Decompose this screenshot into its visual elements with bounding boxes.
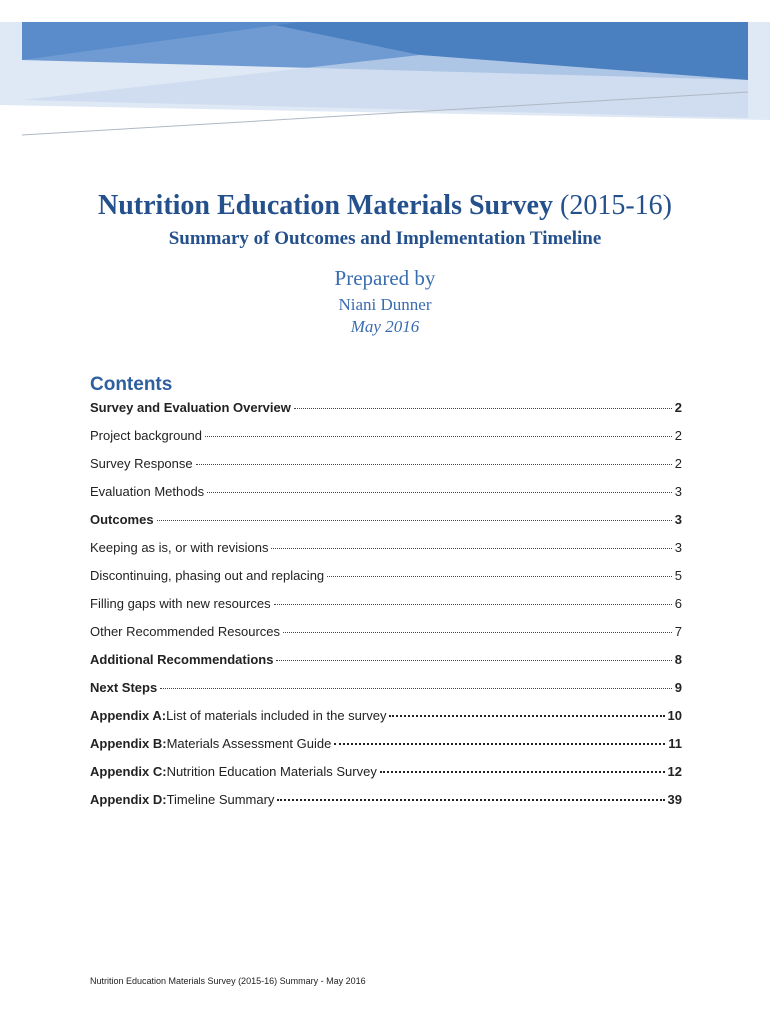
toc-entry-label: Additional Recommendations xyxy=(90,652,274,667)
toc-entry-project-background[interactable] xyxy=(90,428,682,456)
toc-entry-page: 11 xyxy=(668,736,682,751)
toc-entry-appendix-d[interactable] xyxy=(90,792,682,820)
toc-entry-label: Evaluation Methods xyxy=(90,484,205,499)
toc-leader-dots xyxy=(276,660,671,661)
contents-heading: Contents xyxy=(90,374,173,395)
toc-entry-filling-gaps[interactable] xyxy=(90,596,682,624)
toc-entry-next-steps[interactable] xyxy=(90,680,682,708)
toc-entry-label: Outcomes xyxy=(90,512,154,527)
toc-entry-label: Next Steps xyxy=(90,680,158,695)
page-footer: Nutrition Education Materials Survey (2015-16) Summary - May 2016 xyxy=(90,976,366,986)
prepared-by-label: Prepared by xyxy=(334,266,436,290)
table-of-contents xyxy=(90,374,682,820)
toc-leader-dots xyxy=(196,464,672,465)
document-title-text: Nutrition Education Materials Survey xyxy=(98,190,553,221)
toc-appendix-prefix: Appendix A: xyxy=(90,708,167,723)
toc-appendix-prefix: Appendix D: xyxy=(90,792,167,807)
toc-entry-label: Keeping as is, or with revisions xyxy=(90,540,269,555)
toc-entry-page: 2 xyxy=(674,456,682,471)
toc-entry-appendix-a[interactable] xyxy=(90,708,682,736)
toc-entry-other-resources[interactable] xyxy=(90,624,682,652)
toc-entry-label: Filling gaps with new resources xyxy=(90,596,271,611)
document-title xyxy=(0,190,770,222)
toc-entry-page: 2 xyxy=(674,428,682,443)
toc-leader-dots xyxy=(271,548,671,549)
toc-list xyxy=(90,400,682,820)
toc-entry-page: 7 xyxy=(674,624,682,639)
author-name: Niani Dunner xyxy=(338,295,432,314)
toc-entry-survey-response[interactable] xyxy=(90,456,682,484)
toc-leader-dots xyxy=(205,436,672,437)
toc-entry-label: List of materials included in the survey xyxy=(166,708,387,723)
toc-leader-dots xyxy=(283,632,672,633)
toc-entry-label: Nutrition Education Materials Survey xyxy=(166,764,377,779)
document-date: May 2016 xyxy=(350,317,420,336)
toc-leader-dots xyxy=(157,520,672,521)
toc-leader-dots xyxy=(274,604,672,605)
toc-leader-dots xyxy=(207,492,672,493)
toc-entry-label: Project background xyxy=(90,428,203,443)
document-subtitle: Summary of Outcomes and Implementation Timeline xyxy=(168,228,602,249)
toc-leader-dots xyxy=(327,576,672,577)
toc-entry-additional-recommendations[interactable] xyxy=(90,652,682,680)
toc-entry-discontinuing[interactable] xyxy=(90,568,682,596)
toc-leader-dots xyxy=(277,799,664,801)
document-title-year: (2015-16) xyxy=(560,190,672,221)
toc-entry-appendix-b[interactable] xyxy=(90,736,682,764)
header-banner-graphic xyxy=(0,0,770,150)
toc-entry-outcomes[interactable] xyxy=(90,512,682,540)
toc-leader-dots xyxy=(334,743,665,745)
toc-entry-survey-overview[interactable] xyxy=(90,400,682,428)
toc-entry-page: 2 xyxy=(674,400,682,415)
toc-entry-evaluation-methods[interactable] xyxy=(90,484,682,512)
toc-entry-label: Survey and Evaluation Overview xyxy=(90,400,291,415)
toc-appendix-prefix: Appendix C: xyxy=(90,764,167,779)
toc-leader-dots xyxy=(160,688,672,689)
toc-entry-page: 5 xyxy=(674,568,682,583)
toc-entry-page: 3 xyxy=(674,484,682,499)
toc-entry-keeping-as-is[interactable] xyxy=(90,540,682,568)
toc-entry-page: 39 xyxy=(667,792,682,807)
toc-entry-label: Survey Response xyxy=(90,456,193,471)
toc-entry-label: Discontinuing, phasing out and replacing xyxy=(90,568,325,583)
toc-leader-dots xyxy=(380,771,665,773)
toc-entry-page: 8 xyxy=(674,652,682,667)
toc-entry-page: 12 xyxy=(667,764,682,779)
toc-entry-label: Timeline Summary xyxy=(166,792,275,807)
toc-entry-page: 3 xyxy=(674,540,682,555)
toc-entry-page: 6 xyxy=(674,596,682,611)
toc-entry-page: 3 xyxy=(674,512,682,527)
toc-entry-page: 10 xyxy=(667,708,682,723)
toc-leader-dots xyxy=(294,408,672,409)
toc-entry-label: Other Recommended Resources xyxy=(90,624,281,639)
toc-entry-page: 9 xyxy=(674,680,682,695)
toc-entry-appendix-c[interactable] xyxy=(90,764,682,792)
toc-appendix-prefix: Appendix B: xyxy=(90,736,167,751)
toc-leader-dots xyxy=(389,715,664,717)
title-block xyxy=(0,190,770,337)
toc-entry-label: Materials Assessment Guide xyxy=(166,736,332,751)
